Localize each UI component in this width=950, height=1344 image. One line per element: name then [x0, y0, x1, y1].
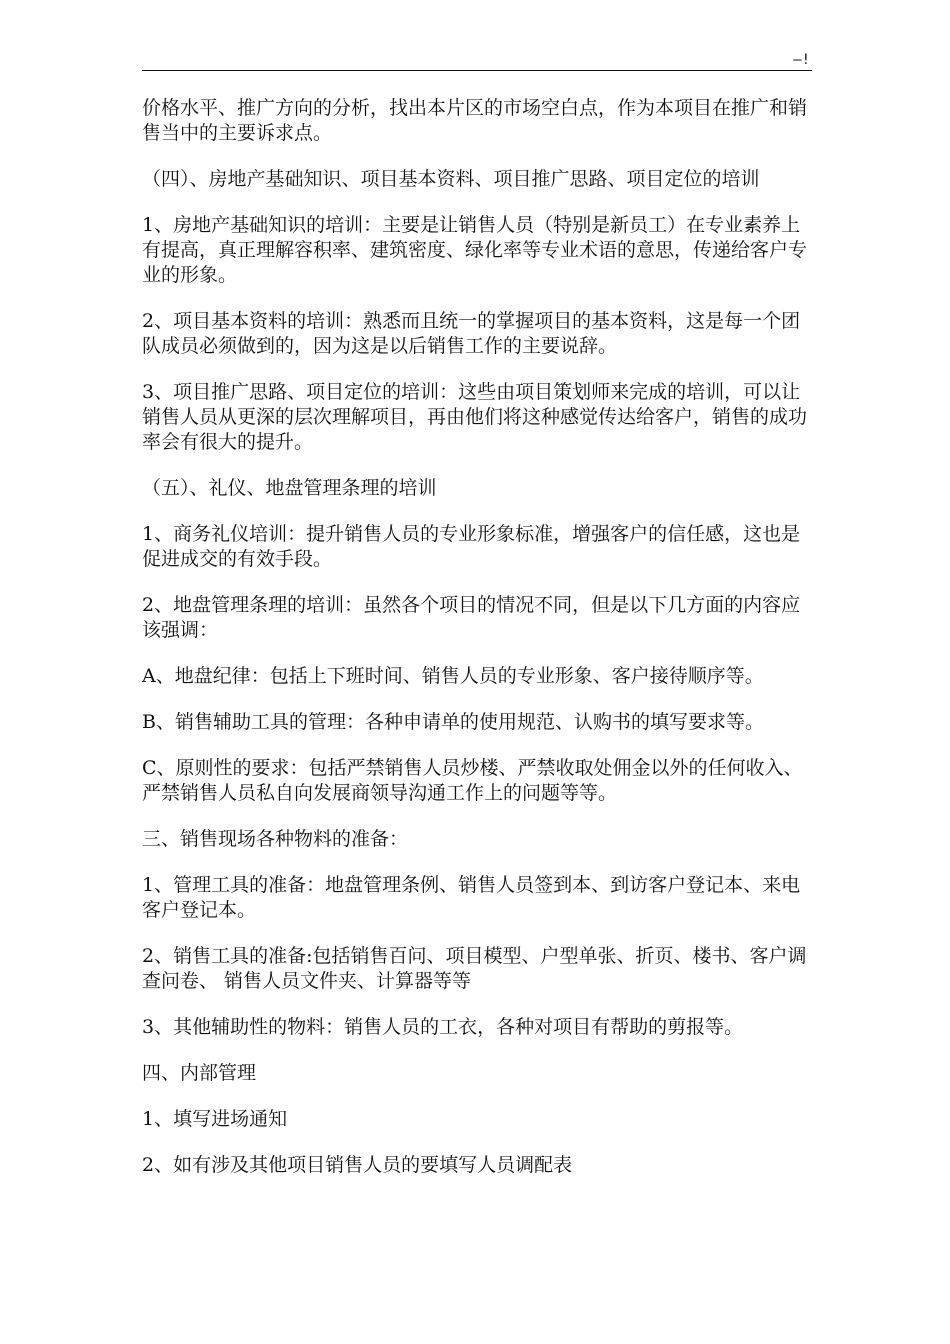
document-body — [142, 96, 814, 1199]
paragraph-13: 1、管理工具的准备：地盘管理条例、销售人员签到本、到访客户登记本、来电客户登记本。 — [142, 874, 801, 921]
paragraph-14: 2、销售工具的准备:包括销售百问、项目模型、户型单张、折页、楼书、客户调查问卷、 销售人员文件夹、计算器等等 — [142, 945, 807, 992]
paragraph-15: 3、其他辅助性的物料：销售人员的工衣，各种对项目有帮助的剪报等。 — [142, 1016, 744, 1038]
header-divider — [142, 70, 812, 71]
paragraph-5: 3、项目推广思路、项目定位的培训：这些由项目策划师来完成的培训，可以让销售人员从更深的层次理解项目，再由他们将这种感觉传达给客户，销售的成功率会有很大的提升。 — [142, 381, 808, 453]
section-heading-3: 三、销售现场各种物料的准备： — [142, 828, 409, 850]
paragraph-4: 2、项目基本资料的培训：熟悉而且统一的掌握项目的基本资料，这是每一个团队成员必须做到的，因为这是以后销售工作的主要说辞。 — [142, 310, 801, 357]
paragraph-7: 1、商务礼仪培训：提升销售人员的专业形象标准，增强客户的信任感，这也是促进成交的有效手段。 — [142, 523, 801, 570]
paragraph-9: A、地盘纪律：包括上下班时间、销售人员的专业形象、客户接待顺序等。 — [142, 665, 764, 687]
section-heading-internal: 四、内部管理 — [142, 1062, 257, 1084]
paragraph-3: 1、房地产基础知识的培训：主要是让销售人员（特别是新员工）在专业素养上有提高，真正理解容积率、建筑密度、绿化率等专业术语的意思，传递给客户专业的形象。 — [142, 214, 808, 286]
section-heading-4: （四）、房地产基础知识、项目基本资料、项目推广思路、项目定位的培训 — [142, 168, 760, 190]
paragraph-11: C、原则性的要求：包括严禁销售人员炒楼、严禁收取处佣金以外的任何收入、严禁销售人员私自向发展商领导沟通工作上的问题等等。 — [142, 757, 803, 804]
page-mark: —! — [793, 52, 810, 68]
paragraph-8: 2、地盘管理条理的培训：虽然各个项目的情况不同，但是以下几方面的内容应该强调： — [142, 594, 801, 641]
section-heading-5: （五）、礼仪、地盘管理条理的培训 — [142, 477, 437, 499]
paragraph-1: 价格水平、推广方向的分析，找出本片区的市场空白点，作为本项目在推广和销售当中的主要诉求点。 — [142, 97, 808, 144]
paragraph-18: 2、如有涉及其他项目销售人员的要填写人员调配表 — [142, 1154, 573, 1176]
paragraph-10: B、销售辅助工具的管理：各种申请单的使用规范、认购书的填写要求等。 — [142, 711, 764, 733]
paragraph-17: 1、填写进场通知 — [142, 1108, 288, 1130]
